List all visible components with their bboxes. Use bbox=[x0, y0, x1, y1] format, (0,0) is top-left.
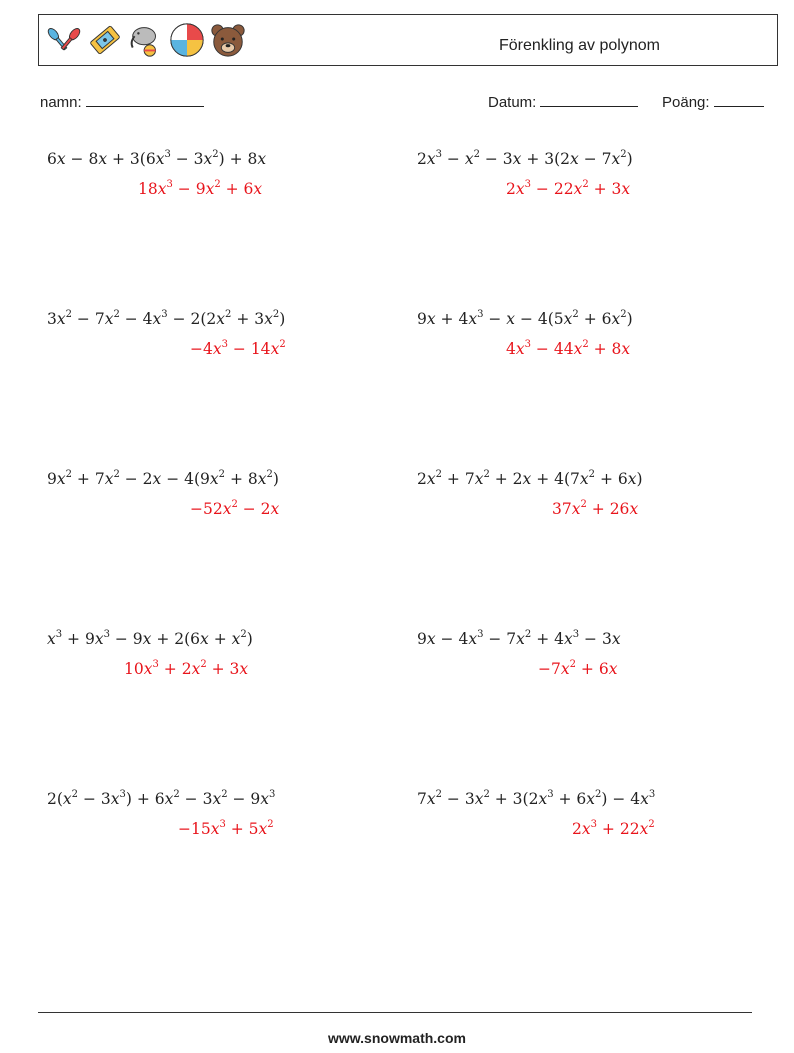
name-label: namn: bbox=[40, 94, 82, 111]
date-field[interactable] bbox=[488, 94, 638, 111]
footer-divider bbox=[38, 1012, 752, 1013]
elephant-toy-icon bbox=[127, 21, 165, 59]
beach-ball-icon bbox=[168, 21, 206, 59]
problem-3: $3x^2 - 7x^2 - 4x^3 - 2(2x^2 + 3x^2)$ bbox=[47, 308, 286, 328]
answer-7: $10x^3 + 2x^2 + 3x$ bbox=[124, 658, 249, 678]
answer-8: $-7x^2 + 6x$ bbox=[538, 658, 618, 678]
date-blank[interactable] bbox=[540, 105, 638, 107]
answer-2: $2x^3 - 22x^2 + 3x$ bbox=[506, 178, 631, 198]
worksheet-title: Förenkling av polynom bbox=[499, 37, 660, 54]
score-field[interactable] bbox=[662, 94, 764, 111]
juggling-clubs-icon bbox=[45, 21, 83, 59]
answer-1: $18x^3 - 9x^2 + 6x$ bbox=[138, 178, 263, 198]
footer-url[interactable]: www.snowmath.com bbox=[328, 1030, 466, 1046]
header-box bbox=[38, 14, 778, 66]
date-label: Datum: bbox=[488, 94, 537, 111]
problem-2: $2x^3 - x^2 - 3x + 3(2x - 7x^2)$ bbox=[417, 148, 633, 168]
answer-9: $-15x^3 + 5x^2$ bbox=[178, 818, 274, 838]
name-blank[interactable] bbox=[86, 105, 204, 107]
bear-icon bbox=[209, 21, 247, 59]
problem-7: $x^3 + 9x^3 - 9x + 2(6x + x^2)$ bbox=[47, 628, 253, 648]
problem-5: $9x^2 + 7x^2 - 2x - 4(9x^2 + 8x^2)$ bbox=[47, 468, 279, 488]
problem-8: $9x - 4x^3 - 7x^2 + 4x^3 - 3x$ bbox=[417, 628, 621, 648]
answer-5: $-52x^2 - 2x$ bbox=[190, 498, 280, 518]
ticket-icon bbox=[86, 21, 124, 59]
answer-10: $2x^3 + 22x^2$ bbox=[572, 818, 655, 838]
problem-10: $7x^2 - 3x^2 + 3(2x^3 + 6x^2) - 4x^3$ bbox=[417, 788, 656, 808]
score-label: Poäng: bbox=[662, 94, 710, 111]
answer-3: $-4x^3 - 14x^2$ bbox=[190, 338, 286, 358]
score-blank[interactable] bbox=[714, 105, 764, 107]
problem-4: $9x + 4x^3 - x - 4(5x^2 + 6x^2)$ bbox=[417, 308, 633, 328]
icon-row bbox=[45, 21, 247, 61]
problem-6: $2x^2 + 7x^2 + 2x + 4(7x^2 + 6x)$ bbox=[417, 468, 643, 488]
problem-1: $6x - 8x + 3(6x^3 - 3x^2) + 8x$ bbox=[47, 148, 267, 168]
name-field[interactable] bbox=[40, 94, 204, 111]
problem-9: $2(x^2 - 3x^3) + 6x^2 - 3x^2 - 9x^3$ bbox=[47, 788, 276, 808]
answer-4: $4x^3 - 44x^2 + 8x$ bbox=[506, 338, 631, 358]
answer-6: $37x^2 + 26x$ bbox=[552, 498, 639, 518]
